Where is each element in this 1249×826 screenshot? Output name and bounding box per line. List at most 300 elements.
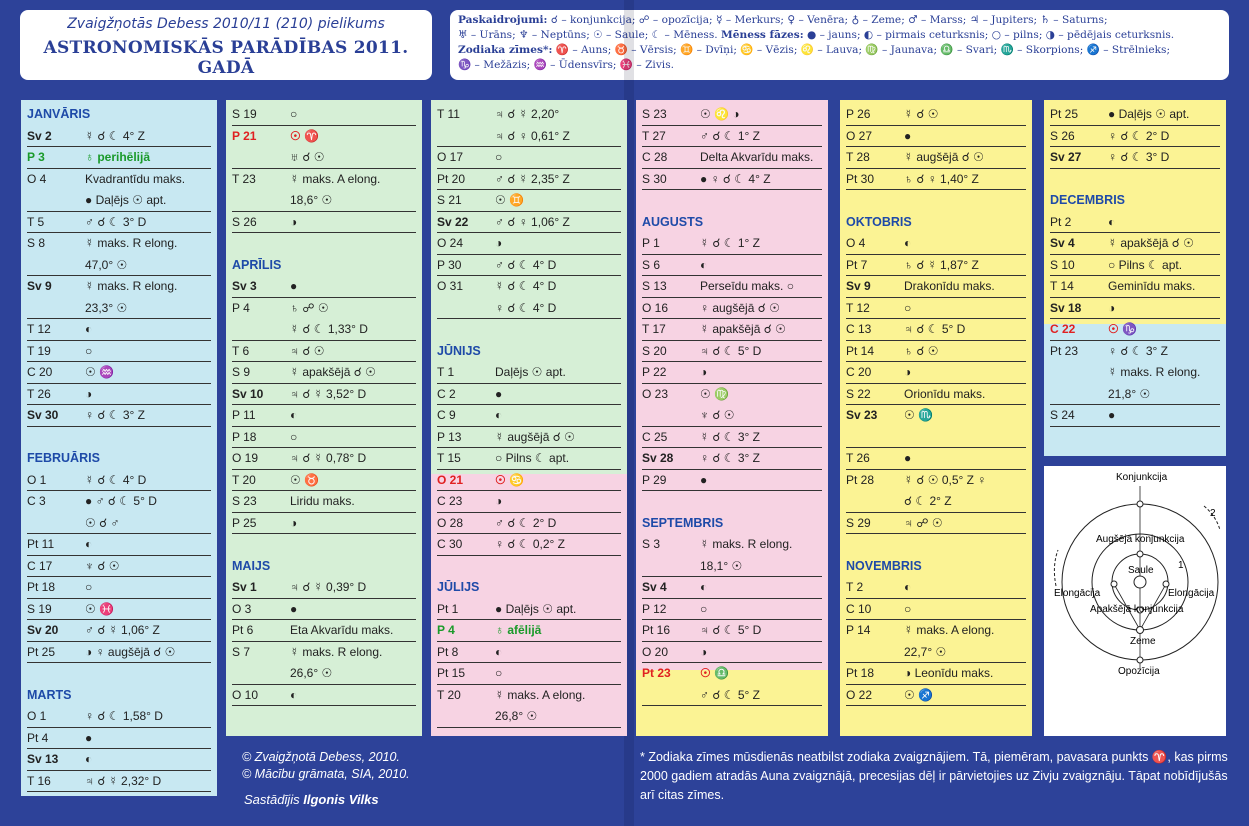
event-text: ☿ ☌ ☾ 4° Z [85,128,145,143]
event-text: ☿ ☌ ☾ 1,33° D [290,322,368,336]
event-date: P 18 [232,429,257,444]
event-date: Sv 9 [846,279,871,293]
event-date: Sv 23 [846,408,878,422]
event-date [437,298,495,319]
event-text: ♄ ☍ ☉ [290,300,329,315]
copyright [242,749,410,783]
event-row [846,427,1026,449]
event-row [437,104,621,126]
event-date: Sv 30 [27,408,59,422]
event-row [1050,255,1220,277]
event-text: ☿ maks. A elong. [904,623,995,637]
event-text: ☿ augšējā ☌ ☉ [904,150,984,164]
event-row [437,663,621,685]
event-date: Pt 7 [846,257,868,272]
event-row [27,190,211,212]
event-date: P 13 [437,429,462,444]
event-date [232,663,290,684]
legend-label-moon-phases: Mēness fāzes: [721,29,804,41]
event-text: ☿ maks. R elong. [700,537,793,551]
spacer [846,534,1026,556]
event-date: S 7 [232,644,251,659]
event-text: ◐ [290,687,298,702]
planet-conjunction [1137,501,1143,507]
event-date: S 3 [642,537,661,551]
event-date: Sv 27 [1050,150,1082,164]
event-text: ♄ ☌ ☿ 1,87° Z [904,257,979,272]
event-date [437,706,495,727]
event-text: 21,8° ☉ [1108,386,1151,401]
event-date: Pt 18 [846,666,875,680]
event-date: Pt 2 [1050,214,1072,229]
event-row [846,276,1026,298]
event-date: Pt 4 [27,730,49,745]
label-planet-1: 1 [1178,560,1184,571]
zodiac-footnote: * Zodiaka zīmes mūsdienās neatbilst zodiaka zvaigznājiem. Tā, piemēram, pavasara punkts ♈, kas pirms 2000 gadiem atradās Auna zvaigznājā, precesijas dēļ ir pārvietojies uz Zivju zvaigznāju. Tāpat nobīdījušās arī citas zīmes. [640,750,1228,802]
event-date: T 27 [642,128,666,143]
event-row [846,169,1026,191]
event-text: ☿ maks. R elong. [85,236,178,250]
event-row [846,104,1026,126]
event-date: C 22 [1050,322,1076,336]
event-date: O 1 [27,472,47,487]
event-text: ♀ ☌ ☾ 4° D [495,300,557,315]
planet-opposition [1137,657,1143,663]
event-text: ◐ [700,580,708,594]
event-text: ♂ ☌ ☾ 3° D [85,214,147,229]
event-row [232,427,416,449]
event-date: P 30 [437,257,462,272]
event-row [642,427,822,449]
label-planet-2: 2 [1210,508,1216,519]
event-row [27,212,211,234]
event-row [27,298,211,320]
event-row [846,620,1026,642]
event-text: Delta Akvarīdu maks. [700,150,814,164]
event-row [642,599,822,621]
event-text: ♃ ☌ ☿ 2,20° [495,107,560,121]
event-row [642,255,822,277]
event-row [846,341,1026,363]
event-text: ♆ ☌ ☉ [700,408,735,422]
event-row [27,771,211,793]
event-row [642,384,822,406]
event-text: ☿ ☌ ☾ 4° D [85,472,147,487]
event-date: Sv 9 [27,279,52,293]
event-text: 47,0° ☉ [85,257,128,272]
event-date: Pt 11 [27,537,55,551]
event-row [437,642,621,664]
event-row [846,599,1026,621]
event-row [642,685,822,707]
event-row [27,341,211,363]
event-date [846,427,904,448]
planet-elong-right [1163,581,1169,587]
event-text: ◐ [700,257,708,272]
event-date: S 19 [232,107,257,121]
event-text: ☉ ♒ [85,365,115,379]
event-date: Pt 28 [846,472,875,487]
event-text: ☿ ☌ ☉ [904,107,939,121]
event-text: ○ [495,150,503,164]
event-text: ♃ ☌ ☿ 3,52° D [290,386,367,401]
event-date: Sv 2 [27,128,52,143]
event-text: ☉ ♈ [290,128,320,143]
event-row [232,642,416,664]
event-date: C 2 [437,386,456,401]
event-text: ◑ [495,494,503,508]
event-text: 23,3° ☉ [85,300,128,315]
event-row [642,405,822,427]
event-text: ◐ [495,408,503,422]
event-date: P 21 [232,128,257,143]
event-text: ◑ [85,386,93,401]
event-row [27,384,211,406]
event-date: Sv 13 [27,752,59,766]
event-date: Sv 4 [642,580,667,594]
spacer [437,319,621,341]
event-text: ☌ ☾ 2° Z [904,494,952,508]
event-date: T 28 [846,150,870,164]
event-date: C 20 [27,365,53,379]
event-date [846,491,904,512]
event-text: ☿ maks. R elong. [1108,365,1201,379]
event-date: O 4 [846,236,866,250]
event-date: T 26 [27,386,51,401]
event-date: O 1 [27,709,47,723]
spacer [232,534,416,556]
event-row [232,685,416,707]
event-date: O 17 [437,150,464,164]
column-4 [636,100,828,736]
copyright-2: © Mācību grāmata, SIA, 2010. [242,767,410,781]
event-date: C 23 [437,494,463,508]
event-date: Sv 4 [1050,236,1075,250]
event-row [642,319,822,341]
event-date: P 12 [642,601,667,616]
event-date: T 20 [232,472,256,487]
event-date: S 23 [232,494,257,508]
label-lower-conjunction: Apakšējā konjunkcija [1090,604,1184,615]
event-row [437,190,621,212]
column-1 [21,100,217,796]
event-row [27,319,211,341]
event-date [1050,384,1108,405]
event-text: ♂ ☌ ♀ 1,06° Z [495,214,570,229]
event-text: ☿ apakšējā ☌ ☉ [290,365,376,379]
event-row [1050,362,1220,384]
event-text: ♂ ☌ ☿ 2,35° Z [495,171,570,186]
event-row [846,362,1026,384]
event-date: S 21 [437,193,462,207]
event-row [642,169,822,191]
orbit-diagram [1044,466,1226,736]
event-text: ○ [290,429,298,444]
event-text: ☿ ☌ ☾ 3° Z [700,429,760,444]
event-text: ◐ [290,408,298,422]
event-date: Sv 3 [232,279,257,293]
event-text: ♆ ☌ ☉ [85,558,120,573]
event-date: S 26 [1050,128,1075,143]
event-text: ● [290,279,298,293]
event-row [846,298,1026,320]
event-row [27,706,211,728]
event-text: ● [904,128,912,143]
event-date: T 17 [642,322,666,336]
event-text: ♄ ☌ ☉ [904,343,939,358]
event-text: 18,6° ☉ [290,193,333,207]
event-date: Pt 30 [846,171,875,186]
event-date: O 3 [232,601,252,616]
event-row [232,620,416,642]
event-row [232,448,416,470]
event-date [27,298,85,319]
event-date: S 23 [642,107,667,121]
sun-symbol [1134,576,1146,588]
event-row [232,104,416,126]
event-row [1050,233,1220,255]
event-text: ◐ [904,580,912,594]
event-text: ○ [495,666,503,680]
event-row [1050,276,1220,298]
orbit-diagram-svg [1044,466,1226,696]
event-row [642,642,822,664]
spacer [437,556,621,578]
label-earth: Zeme [1130,636,1156,647]
event-row [642,620,822,642]
event-date [232,147,290,168]
event-date: Sv 22 [437,214,469,229]
event-text: ○ [700,601,708,616]
event-row [437,405,621,427]
event-text: ☉ ♐ [904,687,934,702]
event-row [1050,126,1220,148]
diagram-legend [1070,702,1166,734]
event-date: S 22 [846,386,871,401]
event-row [1050,212,1220,234]
spacer [642,190,822,212]
month-heading: JŪNIJS [437,343,481,358]
author-prefix: Sastādījis [244,792,304,807]
event-date: C 20 [846,365,872,379]
event-row [846,577,1026,599]
event-row [846,470,1026,492]
event-row [27,513,211,535]
event-date: C 28 [642,150,668,164]
event-date: Pt 23 [642,666,671,680]
event-text: ☉ ♑ [1108,322,1138,336]
event-date: O 31 [437,279,464,293]
event-text: Kvadrantīdu maks. [85,171,186,186]
event-text: ♁ afēlijā [495,623,542,637]
event-text: ☉ ♎ [700,666,730,680]
event-row [232,384,416,406]
event-date: T 14 [1050,279,1074,293]
event-text: ◐ [85,537,93,551]
event-row [232,298,416,320]
event-date: T 11 [437,107,460,121]
event-date: P 26 [846,107,871,121]
spacer [27,663,211,685]
event-date: Sv 20 [27,623,59,637]
event-row [642,298,822,320]
event-date: T 23 [232,171,256,186]
label-upper-conjunction: Augšējā konjunkcija [1096,534,1185,545]
event-row [27,233,211,255]
event-text: ☿ ☌ ☉ 0,5° Z ♀ [904,472,987,487]
event-row [642,362,822,384]
event-text: ♀ ☌ ☾ 3° Z [85,408,145,422]
event-text: ◑ [290,515,298,530]
event-text: 26,8° ☉ [495,709,538,723]
event-row [642,126,822,148]
event-row [642,276,822,298]
event-text: ☉ ♏ [904,408,934,422]
event-date: T 12 [846,300,870,315]
event-date: C 30 [437,537,463,551]
event-row [232,169,416,191]
event-text: Daļējs ☉ apt. [495,365,566,379]
event-row [27,728,211,750]
event-text: 26,6° ☉ [290,666,333,680]
event-date: O 19 [232,451,259,465]
event-text: ◑ [1108,300,1116,315]
event-text: Orionīdu maks. [904,386,986,401]
event-text: ☉ ♓ [85,601,115,616]
diagram-legend-outer: 2 – ārējā planēta [1070,720,1156,732]
event-text: 22,7° ☉ [904,644,947,659]
event-text: ◐ [495,644,503,659]
event-row [846,233,1026,255]
event-date: S 8 [27,236,46,250]
event-row [232,599,416,621]
event-row [642,233,822,255]
event-date: C 25 [642,429,668,444]
event-text: ♃ ☌ ☿ 2,32° D [85,773,162,788]
event-row [27,577,211,599]
event-row [642,104,822,126]
event-text: ☿ apakšējā ☌ ☉ [700,322,786,336]
event-row [437,212,621,234]
event-row [27,642,211,664]
spacer [1050,169,1220,191]
event-date: C 17 [27,558,53,573]
legend-label-zodiac: Zodiaka zīmes*: [458,44,553,56]
event-text: ♂ ☌ ☾ 2° D [495,515,557,530]
event-row [846,126,1026,148]
event-text: ♂ ☌ ☿ 1,06° Z [85,623,160,637]
event-row [437,147,621,169]
event-row [437,491,621,513]
event-row [846,319,1026,341]
event-text: ☉ ♍ [700,386,730,401]
event-text: ♀ ☌ ☾ 3° Z [1108,343,1168,358]
event-date: Pt 16 [642,623,671,637]
event-date: T 12 [27,322,51,336]
event-row [437,448,621,470]
event-text: ◑ Leonīdu maks. [904,666,994,680]
event-date: O 21 [437,472,464,487]
event-text: ○ [904,300,912,315]
event-date: T 15 [437,451,461,465]
spacer [846,190,1026,212]
event-text: ◐ [85,752,93,766]
event-text [904,427,1026,448]
event-date: O 23 [642,386,669,401]
event-row [27,405,211,427]
event-date: T 1 [437,365,455,379]
event-row [27,147,211,169]
event-row [1050,147,1220,169]
event-text: ♂ ☌ ☾ 1° Z [700,128,760,143]
event-date: O 22 [846,687,873,702]
month-heading: FEBRUĀRIS [27,451,100,465]
month-heading: MAIJS [232,558,271,573]
event-text: 18,1° ☉ [700,558,743,573]
column-2 [226,100,422,736]
event-text: ♀ augšējā ☌ ☉ [700,300,780,315]
spacer [232,233,416,255]
event-row [232,190,416,212]
event-date: S 29 [846,515,871,530]
event-text: ● [495,386,503,401]
event-text: ♃ ☍ ☉ [904,515,943,530]
label-sun: Saule [1128,565,1154,576]
event-date [232,319,290,340]
event-date: P 29 [642,472,667,487]
event-date: Pt 6 [232,623,254,637]
event-row [642,534,822,556]
event-text: ♂ ☌ ☾ 4° D [495,257,557,272]
event-date: S 19 [27,601,52,616]
event-text: ◑ [495,236,503,250]
event-row [27,169,211,191]
event-row [1050,405,1220,427]
event-row [232,577,416,599]
event-text: ○ [85,343,93,358]
event-row [846,405,1026,427]
legend-symbols-2: ♅ – Urāns; ♆ – Neptūns; ☉ – Saule; ☾ – Mēness. [458,29,718,41]
event-text: ○ [85,580,93,594]
event-date: P 1 [642,236,660,250]
event-text: Perseīdu maks. ○ [700,279,794,293]
event-date [642,685,700,706]
event-text: ♃ ☌ ☾ 5° D [700,623,762,637]
legend-box [450,10,1229,80]
event-row [232,513,416,535]
event-text: ○ Pilns ☾ apt. [495,451,570,465]
author [244,792,379,807]
event-date [27,513,85,534]
event-text: ♃ ☌ ☉ [290,343,325,358]
event-text: ♃ ☌ ♀ 0,61° Z [495,128,570,143]
legend-zodiac-1: ♈ – Auns; ♉ – Vērsis; ♊ – Dvīņi; ♋ – Vēzis; ♌ – Lauva; ♍ – Jaunava; ♎ – Svari; ♏ – Skorpions; ♐ – Strēlnieks; [555,44,1171,56]
event-row [846,384,1026,406]
spacer [642,491,822,513]
event-text: ● [904,451,912,465]
event-date: T 26 [846,451,870,465]
event-text: ○ Pilns ☾ apt. [1108,257,1183,272]
copyright-1: © Zvaigžņotā Debess, 2010. [242,750,400,764]
event-text: ☉ ♋ [495,472,525,487]
month-heading: JANVĀRIS [27,107,91,121]
event-row [232,147,416,169]
event-date: T 5 [27,214,45,229]
event-date: O 24 [437,236,464,250]
event-text: ♀ ☌ ☾ 3° Z [700,451,760,465]
event-date: Sv 10 [232,386,264,401]
month-heading: JŪLIJS [437,580,480,594]
